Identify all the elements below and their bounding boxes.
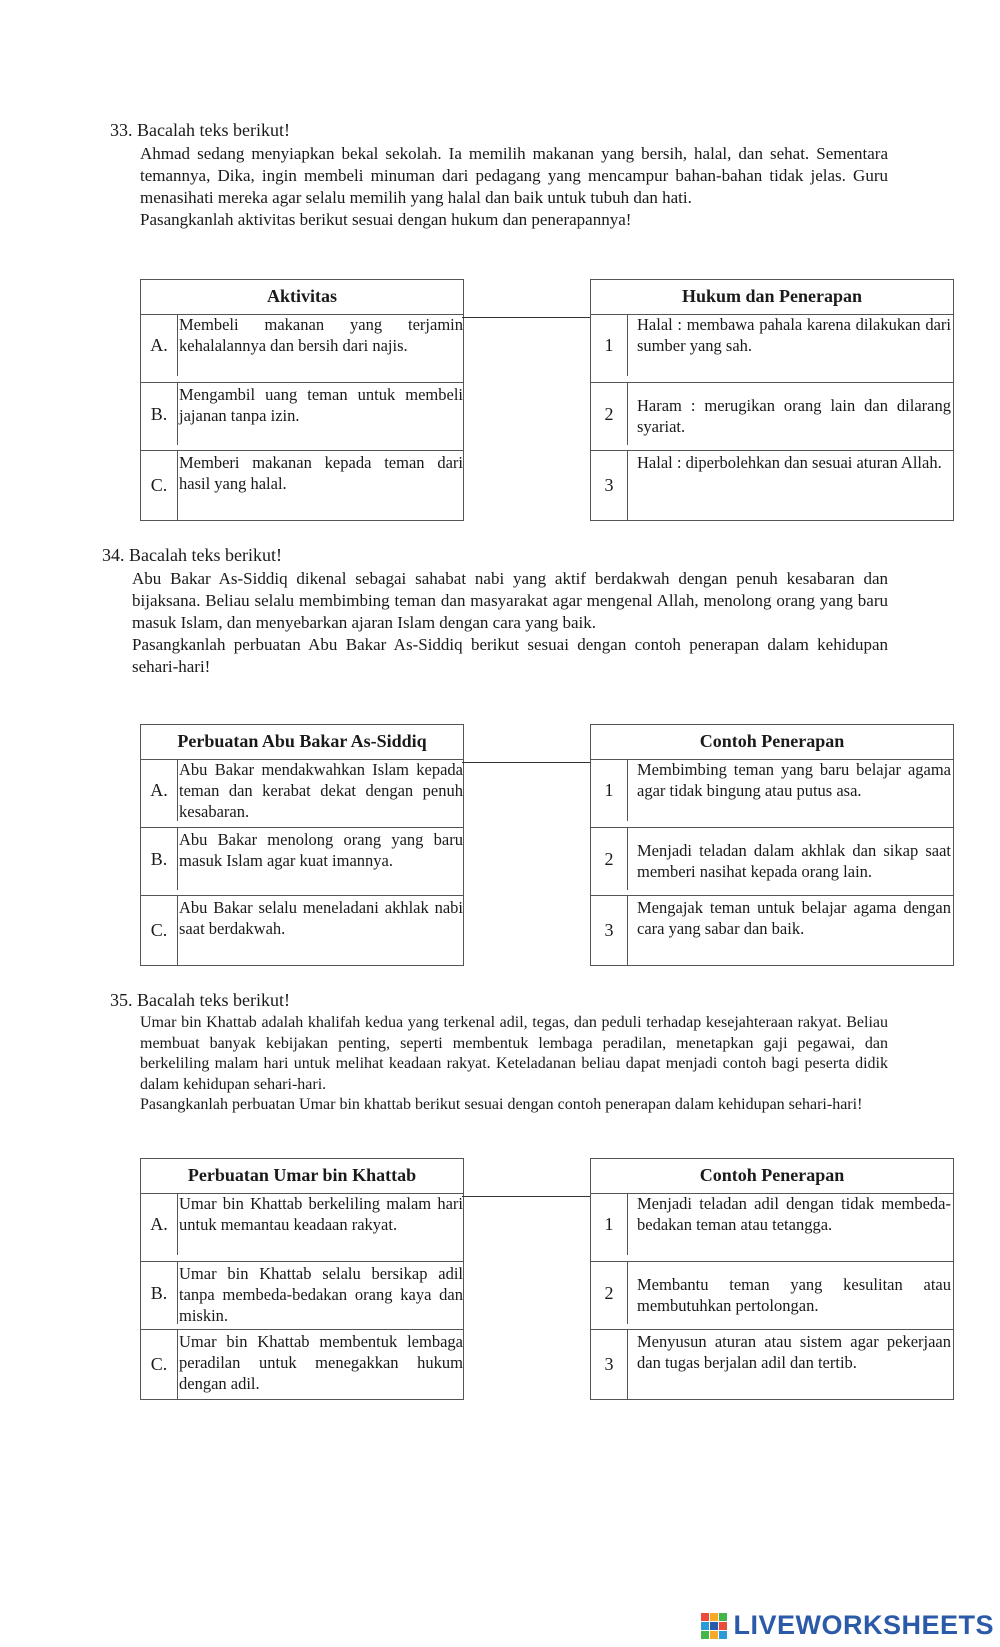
left-table-header: Aktivitas xyxy=(141,279,463,315)
row-text: Abu Bakar menolong orang yang baru masuk Islam agar kuat imannya. xyxy=(179,830,463,870)
liveworksheets-logo-icon xyxy=(701,1613,727,1639)
row-text: Membantu teman yang kesulitan atau membutuhkan pertolongan. xyxy=(637,1275,951,1315)
row-text: Umar bin Khattab membentuk lembaga peradilan untuk menegakkan hukum dengan adil. xyxy=(179,1332,463,1393)
connector-line xyxy=(462,1196,590,1197)
row-text: Membimbing teman yang baru belajar agama agar tidak bingung atau putus asa. xyxy=(637,760,951,800)
left-table-header: Perbuatan Abu Bakar As-Siddiq xyxy=(141,724,463,760)
left-row-a[interactable] xyxy=(141,1193,463,1255)
left-matching-table xyxy=(140,279,464,521)
right-row-2[interactable] xyxy=(591,1261,953,1324)
left-matching-table xyxy=(140,1158,464,1400)
left-row-b[interactable] xyxy=(141,382,463,445)
left-row-c[interactable] xyxy=(141,450,463,520)
left-matching-table xyxy=(140,724,464,966)
passage-text: Umar bin Khattab adalah khalifah kedua yang terkenal adil, tegas, dan peduli terhadap kesejahteraan rakyat. Beliau membuat banyak kebijakan penting, seperti membentuk lembaga peradilan, menetapkan gaji pegawai, dan berkeliling malam hari untuk melihat keadaan rakyat. Keteladanan beliau dapat menjadi contoh bagi peserta didik dalam kehidupan sehari-hari. xyxy=(140,1014,888,1093)
row-number: 1 xyxy=(591,1193,628,1255)
row-label: B. xyxy=(141,828,178,890)
question-title: 34. Bacalah teks berikut! xyxy=(102,545,282,565)
passage-text: Abu Bakar As-Siddiq dikenal sebagai sahabat nabi yang aktif berdakwah dengan penuh kesabaran dan bijaksana. Beliau selalu membimbing teman dan masyarakat agar mengenal Allah, menolong orang yang baru masuk Islam, dan menyebarkan ajaran Islam dengan cara yang baik. xyxy=(132,569,888,632)
row-number: 2 xyxy=(591,383,628,445)
right-table-header: Contoh Penerapan xyxy=(591,724,953,760)
left-row-c[interactable] xyxy=(141,1329,463,1399)
instruction-text: Pasangkanlah aktivitas berikut sesuai dengan hukum dan penerapannya! xyxy=(140,210,632,229)
reading-passage xyxy=(140,143,888,231)
row-label: A. xyxy=(141,314,178,376)
right-table-header: Hukum dan Penerapan xyxy=(591,279,953,315)
liveworksheets-logo[interactable] xyxy=(701,1610,994,1641)
row-number: 3 xyxy=(591,451,628,520)
right-row-1[interactable] xyxy=(591,314,953,376)
connector-line xyxy=(462,762,590,763)
left-row-b[interactable] xyxy=(141,1261,463,1324)
row-text: Menjadi teladan adil dengan tidak membeda-bedakan teman atau tetangga. xyxy=(637,1194,951,1234)
row-text: Membeli makanan yang terjamin kehalalannya dan bersih dari najis. xyxy=(179,315,463,355)
row-text: Abu Bakar mendakwahkan Islam kepada teman dan kerabat dekat dengan penuh kesabaran. xyxy=(179,760,463,821)
question-title: 33. Bacalah teks berikut! xyxy=(110,120,290,140)
right-table-header: Contoh Penerapan xyxy=(591,1158,953,1194)
row-text: Mengambil uang teman untuk membeli jajanan tanpa izin. xyxy=(179,385,463,425)
left-row-a[interactable] xyxy=(141,759,463,821)
right-matching-table xyxy=(590,279,954,521)
left-row-c[interactable] xyxy=(141,895,463,965)
row-text: Abu Bakar selalu meneladani akhlak nabi saat berdakwah. xyxy=(179,898,463,938)
row-label: C. xyxy=(141,896,178,965)
row-label: C. xyxy=(141,451,178,520)
left-table-header: Perbuatan Umar bin Khattab xyxy=(141,1158,463,1194)
row-text: Memberi makanan kepada teman dari hasil yang halal. xyxy=(179,453,463,493)
row-label: B. xyxy=(141,1262,178,1324)
instruction-text: Pasangkanlah perbuatan Umar bin khattab berikut sesuai dengan contoh penerapan dalam kehidupan sehari-hari! xyxy=(140,1096,863,1114)
connector-line xyxy=(462,317,590,318)
instruction-text: Pasangkanlah perbuatan Abu Bakar As-Siddiq berikut sesuai dengan contoh penerapan dalam kehidupan sehari-hari! xyxy=(132,635,888,676)
right-row-3[interactable] xyxy=(591,895,953,965)
row-label: C. xyxy=(141,1330,178,1399)
row-label: A. xyxy=(141,759,178,821)
right-row-3[interactable] xyxy=(591,1329,953,1399)
row-text: Halal : membawa pahala karena dilakukan dari sumber yang sah. xyxy=(637,315,951,355)
row-number: 2 xyxy=(591,828,628,890)
row-text: Halal : diperbolehkan dan sesuai aturan Allah. xyxy=(637,453,942,472)
right-row-3[interactable] xyxy=(591,450,953,520)
row-label: A. xyxy=(141,1193,178,1255)
row-number: 3 xyxy=(591,896,628,965)
passage-text: Ahmad sedang menyiapkan bekal sekolah. Ia memilih makanan yang bersih, halal, dan sehat. Sementara temannya, Dika, ingin membeli minuman dari pedagang yang mencampur bahan-bahan tidak jelas. Guru menasihati mereka agar selalu memilih yang halal dan baik untuk tubuh dan hati. xyxy=(140,144,888,207)
row-number: 1 xyxy=(591,314,628,376)
row-number: 2 xyxy=(591,1262,628,1324)
row-number: 1 xyxy=(591,759,628,821)
left-row-b[interactable] xyxy=(141,827,463,890)
right-row-1[interactable] xyxy=(591,1193,953,1255)
right-matching-table xyxy=(590,1158,954,1400)
row-text: Umar bin Khattab berkeliling malam hari untuk memantau keadaan rakyat. xyxy=(179,1194,463,1234)
row-text: Haram : merugikan orang lain dan dilarang syariat. xyxy=(637,396,951,436)
row-text: Menjadi teladan dalam akhlak dan sikap saat memberi nasihat kepada orang lain. xyxy=(637,841,951,881)
row-text: Menyusun aturan atau sistem agar pekerjaan dan tugas berjalan adil dan tertib. xyxy=(637,1332,951,1372)
right-matching-table xyxy=(590,724,954,966)
row-text: Mengajak teman untuk belajar agama dengan cara yang sabar dan baik. xyxy=(637,898,951,938)
row-label: B. xyxy=(141,383,178,445)
right-row-2[interactable] xyxy=(591,382,953,445)
logo-text: LIVEWORKSHEETS xyxy=(733,1610,994,1640)
right-row-1[interactable] xyxy=(591,759,953,821)
left-row-a[interactable] xyxy=(141,314,463,376)
reading-passage xyxy=(140,1013,888,1116)
row-number: 3 xyxy=(591,1330,628,1399)
reading-passage xyxy=(132,568,888,678)
row-text: Umar bin Khattab selalu bersikap adil tanpa membeda-bedakan orang kaya dan miskin. xyxy=(179,1264,463,1325)
right-row-2[interactable] xyxy=(591,827,953,890)
question-title: 35. Bacalah teks berikut! xyxy=(110,990,290,1010)
